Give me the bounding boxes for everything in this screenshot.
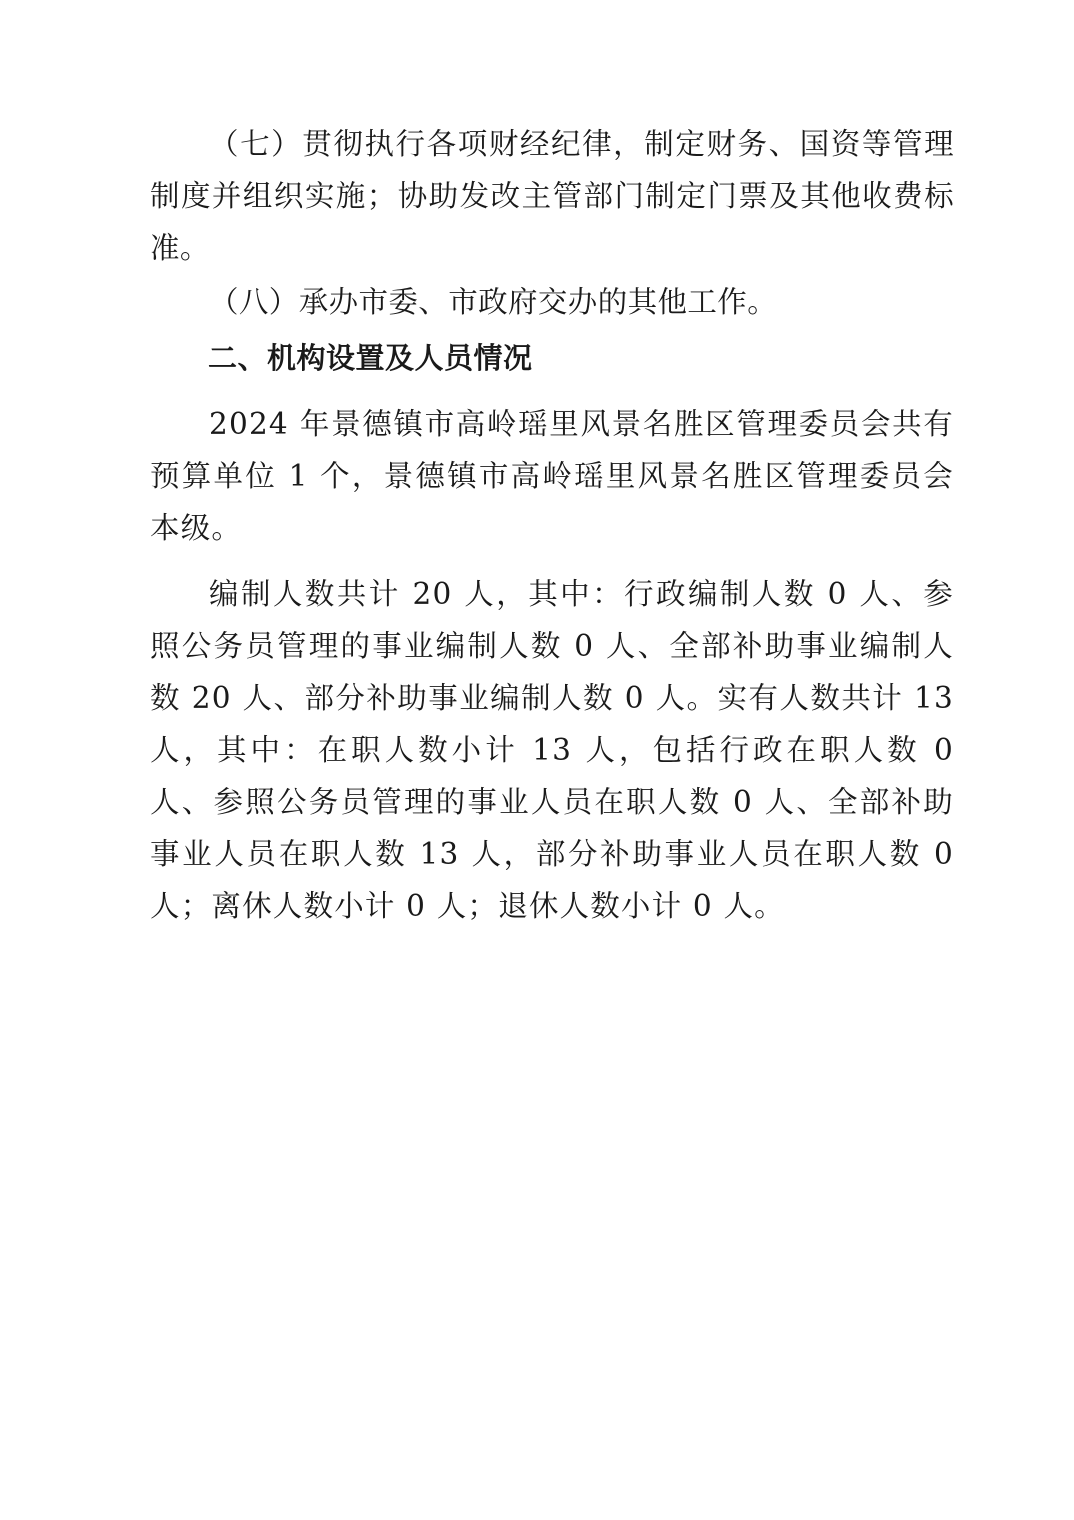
section-heading-organization-and-staff: 二、机构设置及人员情况 (208, 341, 533, 375)
paragraph-item-eight: （八）承办市委、市政府交办的其他工作。 (209, 285, 778, 319)
paragraph-staffing-details: 编制人数共计 20 人，其中：行政编制人数 0 人、参照公务员管理的事业编制人数 0 人、全部补助事业编制人数 20 人、部分补助事业编制人数 0 人。实有人数共计 13 人，其中：在职人数小计 13 人，包括行政在职人数 0 人、参照公务员管理的事业人员在职人数 0 人、全部补助事业人员在职人数 13 人，部分补助事业人员在职人数 0 人；离休人数小计 0 人；退休人数小计 0 人。 (150, 577, 954, 923)
paragraph-budget-unit: 2024 年景德镇市高岭瑶里风景名胜区管理委员会共有预算单位 1 个，景德镇市高岭瑶里风景名胜区管理委员会本级。 (150, 407, 954, 545)
paragraph-item-seven: （七）贯彻执行各项财经纪律，制定财务、国资等管理制度并组织实施；协助发改主管部门制定门票及其他收费标准。 (150, 127, 954, 265)
